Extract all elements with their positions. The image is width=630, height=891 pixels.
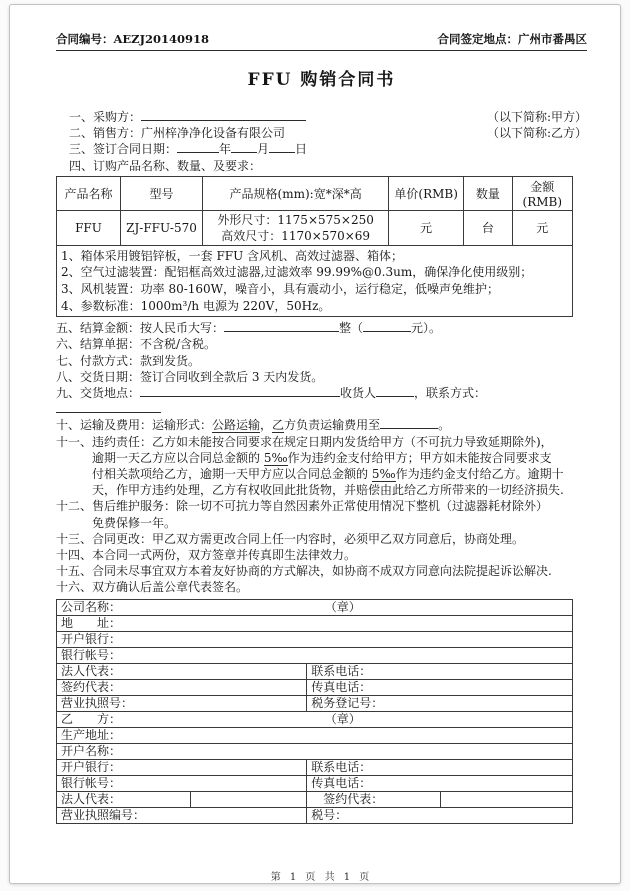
clause-text: 付相关款项给乙方，逾期一天甲方应以合同总金额的 xyxy=(92,467,372,482)
clause-text: 作为违约金支付给乙方。逾期十 xyxy=(395,467,564,482)
blank-underline xyxy=(140,385,340,397)
underlined-text: 乙 xyxy=(272,418,285,433)
party-table-row xyxy=(57,663,573,679)
party-table-row xyxy=(57,679,573,695)
party-table-row xyxy=(57,791,573,807)
header-divider xyxy=(56,50,587,51)
field-label: 乙 方： xyxy=(61,711,122,726)
clause-line xyxy=(56,125,587,141)
blank-underline xyxy=(56,401,161,413)
spec-cell xyxy=(203,210,389,245)
clause-text: 月 xyxy=(257,142,270,157)
clause-text: 免费保修一年。 xyxy=(92,515,177,530)
blank-underline xyxy=(376,385,414,397)
clause-text: ，联系方式： xyxy=(414,386,487,400)
party-field-cell xyxy=(441,791,573,807)
party-field-cell: 开户银行： xyxy=(57,759,307,775)
blank-underline xyxy=(231,141,257,153)
blank-underline xyxy=(141,109,306,121)
clause-text: 一、采购方： xyxy=(69,110,142,124)
clause-text: 作为违约金支付给甲方；甲方如未能按合同要求支 xyxy=(287,450,552,465)
clause-text: 六、结算单据：不含税/含税。 xyxy=(56,337,217,352)
party-table-row xyxy=(57,727,573,743)
clause-text: 方负责运输费用至 xyxy=(284,418,381,433)
spec-line: 高效尺寸：1170×570×69 xyxy=(221,228,371,243)
clause-text: 三、签订合同日期： xyxy=(69,142,178,157)
clause-text: 天，作甲方违约处理，乙方有权收回此批货物，并赔偿由此给乙方所带来的一切经济损失. xyxy=(92,483,564,498)
clause-line xyxy=(56,482,587,498)
clause-text: 十三、合同更改：甲乙双方需更改合同上任一内容时，必须甲乙双方同意后，协商处理。 xyxy=(56,531,525,546)
field-label: 公司名称： xyxy=(61,599,122,614)
notes-cell xyxy=(57,245,573,316)
blank-underline xyxy=(224,320,339,332)
contract-content xyxy=(10,5,620,883)
party-table-row xyxy=(57,695,573,711)
underlined-text: 公路运输 xyxy=(212,418,261,433)
note-line: 3、风机装置：功率 80-160W，噪音小，具有震动小，运行稳定，低噪声免维护； xyxy=(61,282,500,296)
product-table-header: 数量 xyxy=(464,176,513,210)
clause-line xyxy=(56,320,587,336)
clause-line xyxy=(56,450,587,466)
clause-text: 逾期一天乙方应以合同总金额的 xyxy=(92,450,264,465)
blank-underline xyxy=(177,141,219,153)
signing-location: 合同签定地点：广州市番禺区 xyxy=(437,32,587,46)
note-line: 4、参数标准：1000m³/h 电源为 220V，50Hz。 xyxy=(61,298,331,313)
party-field-cell xyxy=(57,599,573,615)
party-field-cell: 法人代表： xyxy=(57,791,191,807)
clause-text: 十一、违约责任：乙方如未能按合同要求在规定日期内发货给甲方（不可抗力导致延期除外)， xyxy=(56,434,553,449)
stamp-mark: （章） xyxy=(324,711,361,726)
clause-text: 。 xyxy=(438,418,451,433)
party-table-row xyxy=(57,743,573,759)
note-line: 2、空气过滤装置：配铝框高效过滤器,过滤效率 99.99%@0.3um，确保净化使用级别； xyxy=(61,265,533,280)
clause-line xyxy=(56,547,587,563)
stamp-mark: （章） xyxy=(324,599,361,614)
clause-line xyxy=(56,434,587,450)
party-table-row xyxy=(57,647,573,663)
notes-row xyxy=(57,245,573,316)
product-table-header: 产品名称 xyxy=(57,176,121,210)
clause-line xyxy=(56,158,587,174)
underlined-text: 5‰ xyxy=(263,450,288,465)
product-table-header: 型号 xyxy=(120,176,202,210)
clause-text: 日 xyxy=(295,142,308,157)
blank-underline xyxy=(380,417,438,429)
clause-line xyxy=(56,336,587,352)
party-field-cell: 法人代表： xyxy=(57,663,307,679)
party-table-row xyxy=(57,599,573,615)
party-field-cell: 开户银行： xyxy=(57,631,573,647)
clause-text: 七、付款方式：款到发货。 xyxy=(56,353,201,368)
clause-text: ， xyxy=(260,418,273,433)
clause-text: 十二、售后维护服务：除一切不可抗力等自然因素外正常使用情况下整机（过滤器耗材除外） xyxy=(56,499,549,514)
clause-text: 八、交货日期：签订合同收到全款后 3 天内发货。 xyxy=(56,369,324,384)
party-field-cell: 税号： xyxy=(307,807,573,823)
party-field-cell xyxy=(191,791,307,807)
clause-text: 元）。 xyxy=(411,321,442,336)
page-title: FFU 购销合同书 xyxy=(247,70,396,90)
party-table-row xyxy=(57,807,573,823)
clause-right-note: （以下简称:乙方） xyxy=(486,126,587,141)
party-field-cell: 营业执照编号： xyxy=(57,807,307,823)
amount-cell: 元 xyxy=(512,210,572,245)
product-table-header: 金额(RMB) xyxy=(512,176,572,210)
main-clauses-section xyxy=(56,320,587,595)
clause-text: 十、运输及费用：运输形式： xyxy=(56,418,213,433)
intro-clauses-section xyxy=(56,109,587,174)
party-table-row xyxy=(57,775,573,791)
note-line: 1、箱体采用镀铝锌板，一套 FFU 含风机、高效过滤器、箱体； xyxy=(61,248,404,263)
party-table-row xyxy=(57,615,573,631)
product-table-header: 产品规格(mm):宽*深*高 xyxy=(203,176,389,210)
clause-line xyxy=(56,417,587,433)
unit-price-cell: 元 xyxy=(389,210,464,245)
clause-right-note: （以下简称:甲方） xyxy=(486,110,587,124)
page-number: 第 1 页 共 1 页 xyxy=(270,871,373,883)
blank-underline xyxy=(269,141,295,153)
party-field-cell xyxy=(57,711,573,727)
clause-line xyxy=(56,498,587,514)
clause-line xyxy=(56,466,587,482)
contract-document-page xyxy=(9,4,621,884)
product-table xyxy=(56,176,573,317)
clause-text: 整（ xyxy=(339,321,364,336)
clause-line xyxy=(56,515,587,531)
clause-line xyxy=(56,579,587,595)
party-table-row xyxy=(57,711,573,727)
clause-text: 九、交货地点： xyxy=(56,386,141,400)
underlined-text: 5‰ xyxy=(371,467,396,482)
clause-text: 四、订购产品名称、数量、及要求： xyxy=(69,158,262,173)
clause-line xyxy=(56,563,587,579)
party-table-row xyxy=(57,631,573,647)
party-info-table xyxy=(56,599,573,824)
party-field-cell: 税务登记号： xyxy=(307,695,573,711)
clause-line xyxy=(56,353,587,369)
party-field-cell: 传真电话： xyxy=(307,775,573,791)
clause-text: 年 xyxy=(219,142,232,157)
blank-underline xyxy=(363,320,411,332)
clause-text: 十四、本合同一式两份，双方签章并传真即生法律效力。 xyxy=(56,548,357,563)
product-table-header: 单价(RMB) xyxy=(389,176,464,210)
party-field-cell: 签约代表： xyxy=(57,679,307,695)
party-field-cell: 生产地址： xyxy=(57,727,573,743)
model-cell: ZJ-FFU-570 xyxy=(120,210,202,245)
clause-text: 收货人 xyxy=(340,386,377,400)
party-field-cell: 传真电话： xyxy=(307,679,573,695)
clause-line xyxy=(56,141,587,157)
product-table-header-row xyxy=(57,176,573,210)
product-name-cell: FFU xyxy=(57,210,121,245)
quantity-cell: 台 xyxy=(464,210,513,245)
party-field-cell: 银行帐号： xyxy=(57,647,573,663)
party-field-cell: 地 址： xyxy=(57,615,573,631)
product-row xyxy=(57,210,573,245)
clause-text: 十五、合同未尽事宜双方本着友好协商的方式解决，如协商不成双方同意向法院提起诉讼解决. xyxy=(56,564,552,579)
clause-text: 二、销售方：广州梓净净化设备有限公司 xyxy=(69,126,286,141)
party-field-cell: 联系电话： xyxy=(307,663,573,679)
document-header xyxy=(56,31,587,47)
party-field-cell: 签约代表： xyxy=(307,791,441,807)
clause-line xyxy=(56,385,587,417)
party-field-cell: 营业执照号： xyxy=(57,695,307,711)
party-field-cell: 开户名称： xyxy=(57,743,573,759)
party-table-row xyxy=(57,759,573,775)
party-field-cell: 银行帐号： xyxy=(57,775,307,791)
clause-text: 十六、双方确认后盖公章代表签名。 xyxy=(56,580,249,595)
party-field-cell: 联系电话： xyxy=(307,759,573,775)
clause-line xyxy=(56,531,587,547)
clause-text: 五、结算金额：按人民币大写： xyxy=(56,321,225,336)
clause-line xyxy=(56,369,587,385)
clause-line xyxy=(56,109,587,125)
spec-line: 外形尺寸：1175×575×250 xyxy=(217,212,374,227)
contract-number: 合同编号：AEZJ20140918 xyxy=(56,32,210,46)
